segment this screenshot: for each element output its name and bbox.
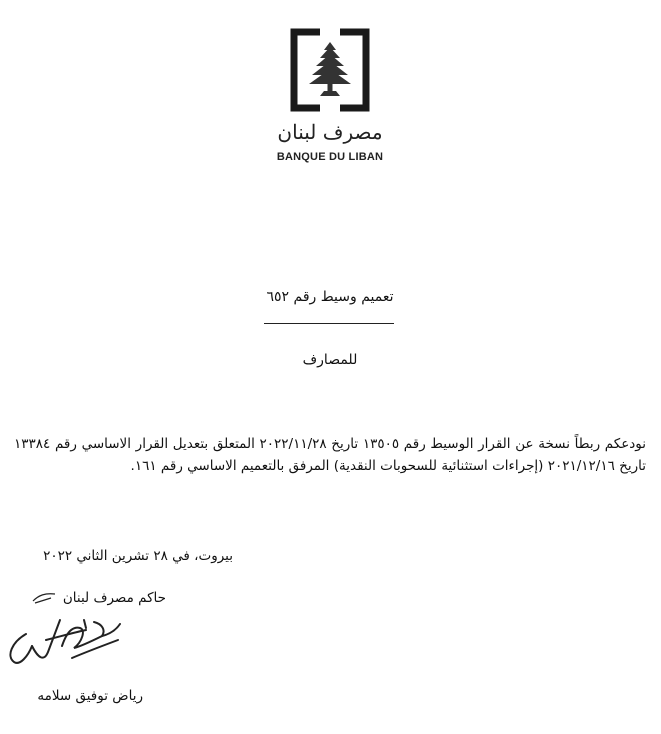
body-paragraph: نودعكم ربطاً نسخة عن القرار الوسيط رقم ١٣٥٠٥ تاريخ ٢٠٢٢/١١/٢٨ المتعلق بتعديل القرار الاساسي رقم ١٣٣٨٤ تاريخ ٢٠٢١/١٢/١٦ (إجراءات استثنائية للسحوبات النقدية) المرفق بالتعميم الاساسي رقم ١٦١. (14, 436, 647, 474)
title-underline (264, 323, 394, 324)
signatory-title: حاكم مصرف لبنان (62, 590, 166, 606)
scribble-mark-icon (31, 591, 59, 605)
handwritten-signature (2, 606, 162, 676)
signatory-title-line (6, 590, 166, 606)
signatory-name: رياض توفيق سلامه (37, 688, 143, 704)
circular-title: تعميم وسيط رقم ٦٥٢ (266, 289, 394, 305)
addressee: للمصارف (302, 352, 358, 368)
bank-name-french: BANQUE DU LIBAN (276, 151, 384, 163)
cedar-tree-icon (290, 28, 370, 112)
place-and-date: بيروت، في ٢٨ تشرين الثاني ٢٠٢٢ (43, 548, 233, 564)
bank-name-arabic: مصرف لبنان (277, 120, 383, 144)
